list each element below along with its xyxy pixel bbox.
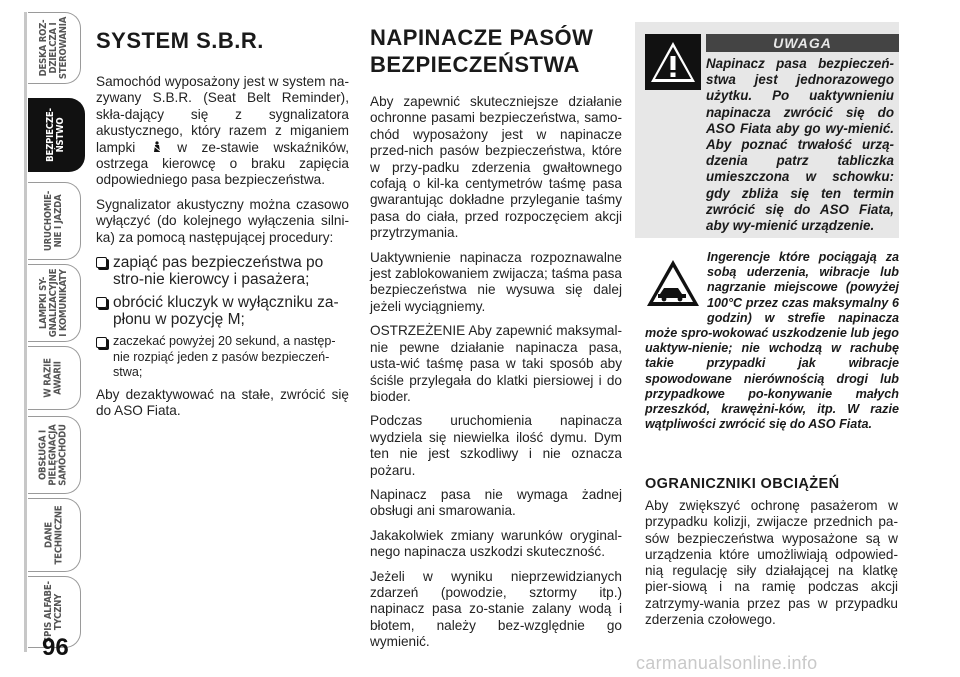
caution-note bbox=[635, 246, 899, 446]
napinacze-paragraph: Napinacz pasa nie wymaga żadnej obsługi ani smarowania. bbox=[370, 486, 622, 519]
tab-dane-techniczne[interactable]: DANE TECHNICZNE bbox=[28, 498, 81, 572]
watermark: carmanualsonline.info bbox=[636, 653, 818, 673]
column-sbr bbox=[96, 20, 349, 427]
tab-obsluga[interactable]: OBSŁUGA I PIELĘGNACJA SAMOCHODU bbox=[28, 416, 81, 494]
seatbelt-warning-icon bbox=[152, 141, 161, 153]
caution-icon-slot bbox=[645, 250, 707, 314]
page-number: 96 bbox=[42, 634, 69, 661]
tab-spis-alfabetyczny[interactable]: SPIS ALFABE- TYCZNY bbox=[28, 576, 81, 648]
bullet-box-icon bbox=[96, 257, 107, 268]
warning-box bbox=[635, 22, 899, 238]
section-title-sbr: SYSTEM S.B.R. bbox=[96, 28, 264, 53]
list-item: zaczekać powyżej 20 sekund, a następ-nie rozpiąć jeden z pasów bezpieczeń-stwa; bbox=[96, 334, 349, 381]
tab-bezpieczenstwo[interactable]: BEZPIECZE- ŃSTWO bbox=[28, 98, 85, 172]
sbr-paragraph-1: Samochód wyposażony jest w system na-zywany S.B.R. (Seat Belt Reminder), skła-dający się z sygnalizatora akustycznego, który razem z miganiem lampki w ze-stawie wskaźników, ostrzega kierowcę o braku zapięcia odpowiedniego pasa bezpieczeństwa. bbox=[96, 74, 349, 188]
tab-uruchomienie[interactable]: URUCHOMIE- NIE I JAZDA bbox=[28, 182, 81, 260]
sbr-paragraph-3: Aby dezaktywować na stałe, zwrócić się do ASO Fiata. bbox=[96, 386, 349, 418]
chapter-tabs bbox=[0, 12, 86, 652]
tab-lampki[interactable]: LAMPKI SY- GNALIZACYJNE I KOMUNIKATY bbox=[28, 264, 81, 342]
ograniczniki-paragraph: Aby zwiększyć ochronę pasażerom w przypadku kolizji, zwijacze przednich pa-sów bezpieczeństwa wyposażone są w urządzenia które umożliwiają odpowied-nią regulację siły działającej na klatkę pier-siową i na ramię podczas akcji zatrzymy-wania przez pas w przypadku zderzenia czołowego. bbox=[645, 498, 898, 628]
warning-label: UWAGA bbox=[706, 34, 899, 52]
warning-triangle-icon bbox=[645, 34, 701, 90]
napinacze-paragraph: Aby zapewnić skuteczniejsze działanie ochronne pasami bezpieczeństwa, samo-chód wyposażony jest w napinacze przed-nich pasów bezpieczeństwa, które w przy-padku zderzenia gwałtownego cofają o kil-ka centymetrów taśmę pasa gwarantując dokładne przyleganie taśmy pasa do ciała, przed rozpoczęciem akcji przytrzymania. bbox=[370, 94, 622, 241]
sbr-paragraph-2: Sygnalizator akustyczny można czasowo wyłączyć (do kolejnego wyłączenia silni-ka) za pomocą następującej procedury: bbox=[96, 196, 349, 245]
caution-text: Ingerencje które pociągają za sobą uderzenia, wibracje lub nagrzanie miejscowe (powyżej 100°C przez czas maksymalny 6 godzin) w strefie napinacza może spro-wokować uszkodzenie lub jego uaktyw-nienie; nie wchodzą w rachubę takie przypadki jak wibracje spowodowane nierównością drogi lub przypadkowe po-konywanie małych przeszkód, krawężni-ków, itp. W razie wątpliwości zwrócić się do ASO Fiata. bbox=[645, 250, 899, 432]
tab-w-razie-awarii[interactable]: W RAZIE AWARII bbox=[28, 346, 81, 410]
napinacze-paragraph: Podczas uruchomienia napinacza wydziela się niewielka ilość dymu. Dym ten nie jest szkodliwy i nie oznacza pożaru. bbox=[370, 413, 622, 478]
tab-deska-rozdzielcza[interactable]: DESKA ROZ- DZIELCZA I STEROWANIA bbox=[28, 12, 81, 84]
napinacze-paragraph: Uaktywnienie napinacza rozpoznawalne jest zablokowaniem zwijacza; taśma pasa bezpieczeństwa nie wysuwa się dalej jeżeli wyciągniemy. bbox=[370, 249, 622, 314]
list-item: zapiąć pas bezpieczeństwa po stro-nie kierowcy i pasażera; bbox=[96, 254, 349, 288]
napinacze-paragraph: Jakakolwiek zmiany warunków oryginal-nego napinacza uszkodzi skuteczność. bbox=[370, 527, 622, 560]
bullet-box-icon bbox=[96, 337, 107, 348]
section-subtitle-ograniczniki: OGRANICZNIKI OBCIĄŻEŃ bbox=[645, 476, 840, 492]
section-title-napinacze: NAPINACZE PASÓW BEZPIECZEŃSTWA bbox=[370, 25, 594, 77]
warning-text: Napinacz pasa bezpieczeń-stwa jest jednorazowego użytku. Po uaktywnieniu napinacza zwrócić się do ASO Fiata aby go wy-mienić. Aby poznać trwałość urzą-dzenia patrz tabliczka umieszczona w schowku: gdy zbliża się ten termin zwrócić się do ASO Fiata, aby wy-mienić urządzenie. bbox=[706, 56, 894, 234]
column-napinacze bbox=[370, 20, 622, 659]
napinacze-paragraph: OSTRZEŻENIE Aby zapewnić maksymal-nie pewne działanie napinacza pasa, usta-wić taśmę pasa w taki sposób aby ściśle przylegała do klatki piersiowej i do bioder. bbox=[370, 323, 622, 404]
car-caution-triangle-icon bbox=[645, 258, 701, 310]
bullet-box-icon bbox=[96, 297, 107, 308]
list-item: obrócić kluczyk w wyłączniku za-płonu w pozycję M; bbox=[96, 294, 349, 328]
napinacze-paragraph: Jeżeli w wyniku nieprzewidzianych zdarzeń (powodzie, sztormy itp.) napinacz pasa zo-stanie zalany wodą i błotem, należy bez-względnie go wymienić. bbox=[370, 568, 622, 650]
